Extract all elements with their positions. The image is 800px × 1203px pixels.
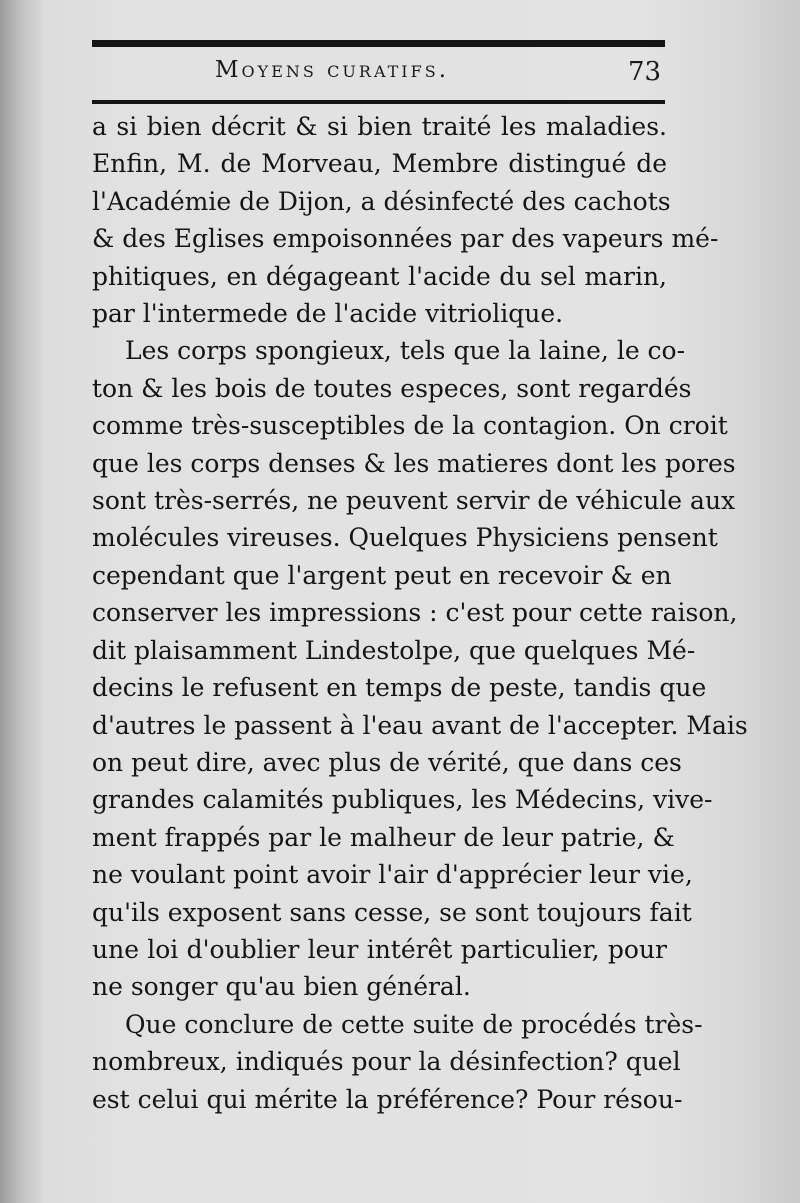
text-line: decins le refusent en temps de peste, tandis que — [92, 673, 707, 703]
paragraph-start: Que conclure de cette suite de procédés très- — [125, 1009, 703, 1039]
text-line: est celui qui mérite la préférence? Pour résou- — [92, 1084, 683, 1114]
body-text — [92, 108, 748, 1118]
text-line: dit plaisamment Lindestolpe, que quelques Mé- — [92, 635, 696, 665]
text-line: une loi d'oublier leur intérêt particulier, pour — [92, 934, 667, 964]
text-line: comme très-susceptibles de la contagion. On croit — [92, 411, 728, 441]
text-line: cependant que l'argent peut en recevoir & en — [92, 560, 672, 590]
text-line: ton & les bois de toutes especes, sont regardés — [92, 373, 692, 403]
text-line: qu'ils exposent sans cesse, se sont toujours fait — [92, 897, 692, 927]
text-line: ne songer qu'au bien général. — [92, 972, 471, 1002]
header-rule-top — [92, 40, 665, 47]
paragraph-start: Les corps spongieux, tels que la laine, le co- — [125, 336, 686, 366]
text-line: que les corps denses & les matieres dont les pores — [92, 448, 736, 478]
text-line: & des Eglises empoisonnées par des vapeurs mé- — [92, 224, 719, 254]
text-line: ne voulant point avoir l'air d'apprécier leur vie, — [92, 860, 693, 890]
text-line: grandes calamités publiques, les Médecins, vive- — [92, 785, 713, 815]
text-line: Enfin, M. de Morveau, Membre distingué de — [92, 149, 667, 179]
text-line: ment frappés par le malheur de leur patrie, & — [92, 822, 675, 852]
text-line: nombreux, indiqués pour la désinfection? quel — [92, 1047, 681, 1077]
text-line: d'autres le passent à l'eau avant de l'accepter. Mais — [92, 710, 748, 740]
text-line: sont très-serrés, ne peuvent servir de véhicule aux — [92, 486, 736, 516]
text-line: molécules vireuses. Quelques Physiciens pensent — [92, 523, 718, 553]
text-line: a si bien décrit & si bien traité les maladies. — [92, 112, 667, 141]
text-line: on peut dire, avec plus de vérité, que dans ces — [92, 747, 682, 777]
text-line: conserver les impressions : c'est pour cette raison, — [92, 598, 738, 628]
text-line: par l'intermede de l'acide vitriolique. — [92, 299, 564, 329]
running-head: Moyens curatifs. — [215, 57, 450, 83]
page-number: 73 — [628, 57, 662, 87]
text-line: phitiques, en dégageant l'acide du sel marin, — [92, 261, 667, 291]
header-rule-bottom — [92, 100, 665, 104]
text-line: l'Académie de Dijon, a désinfecté des cachots — [92, 186, 671, 216]
